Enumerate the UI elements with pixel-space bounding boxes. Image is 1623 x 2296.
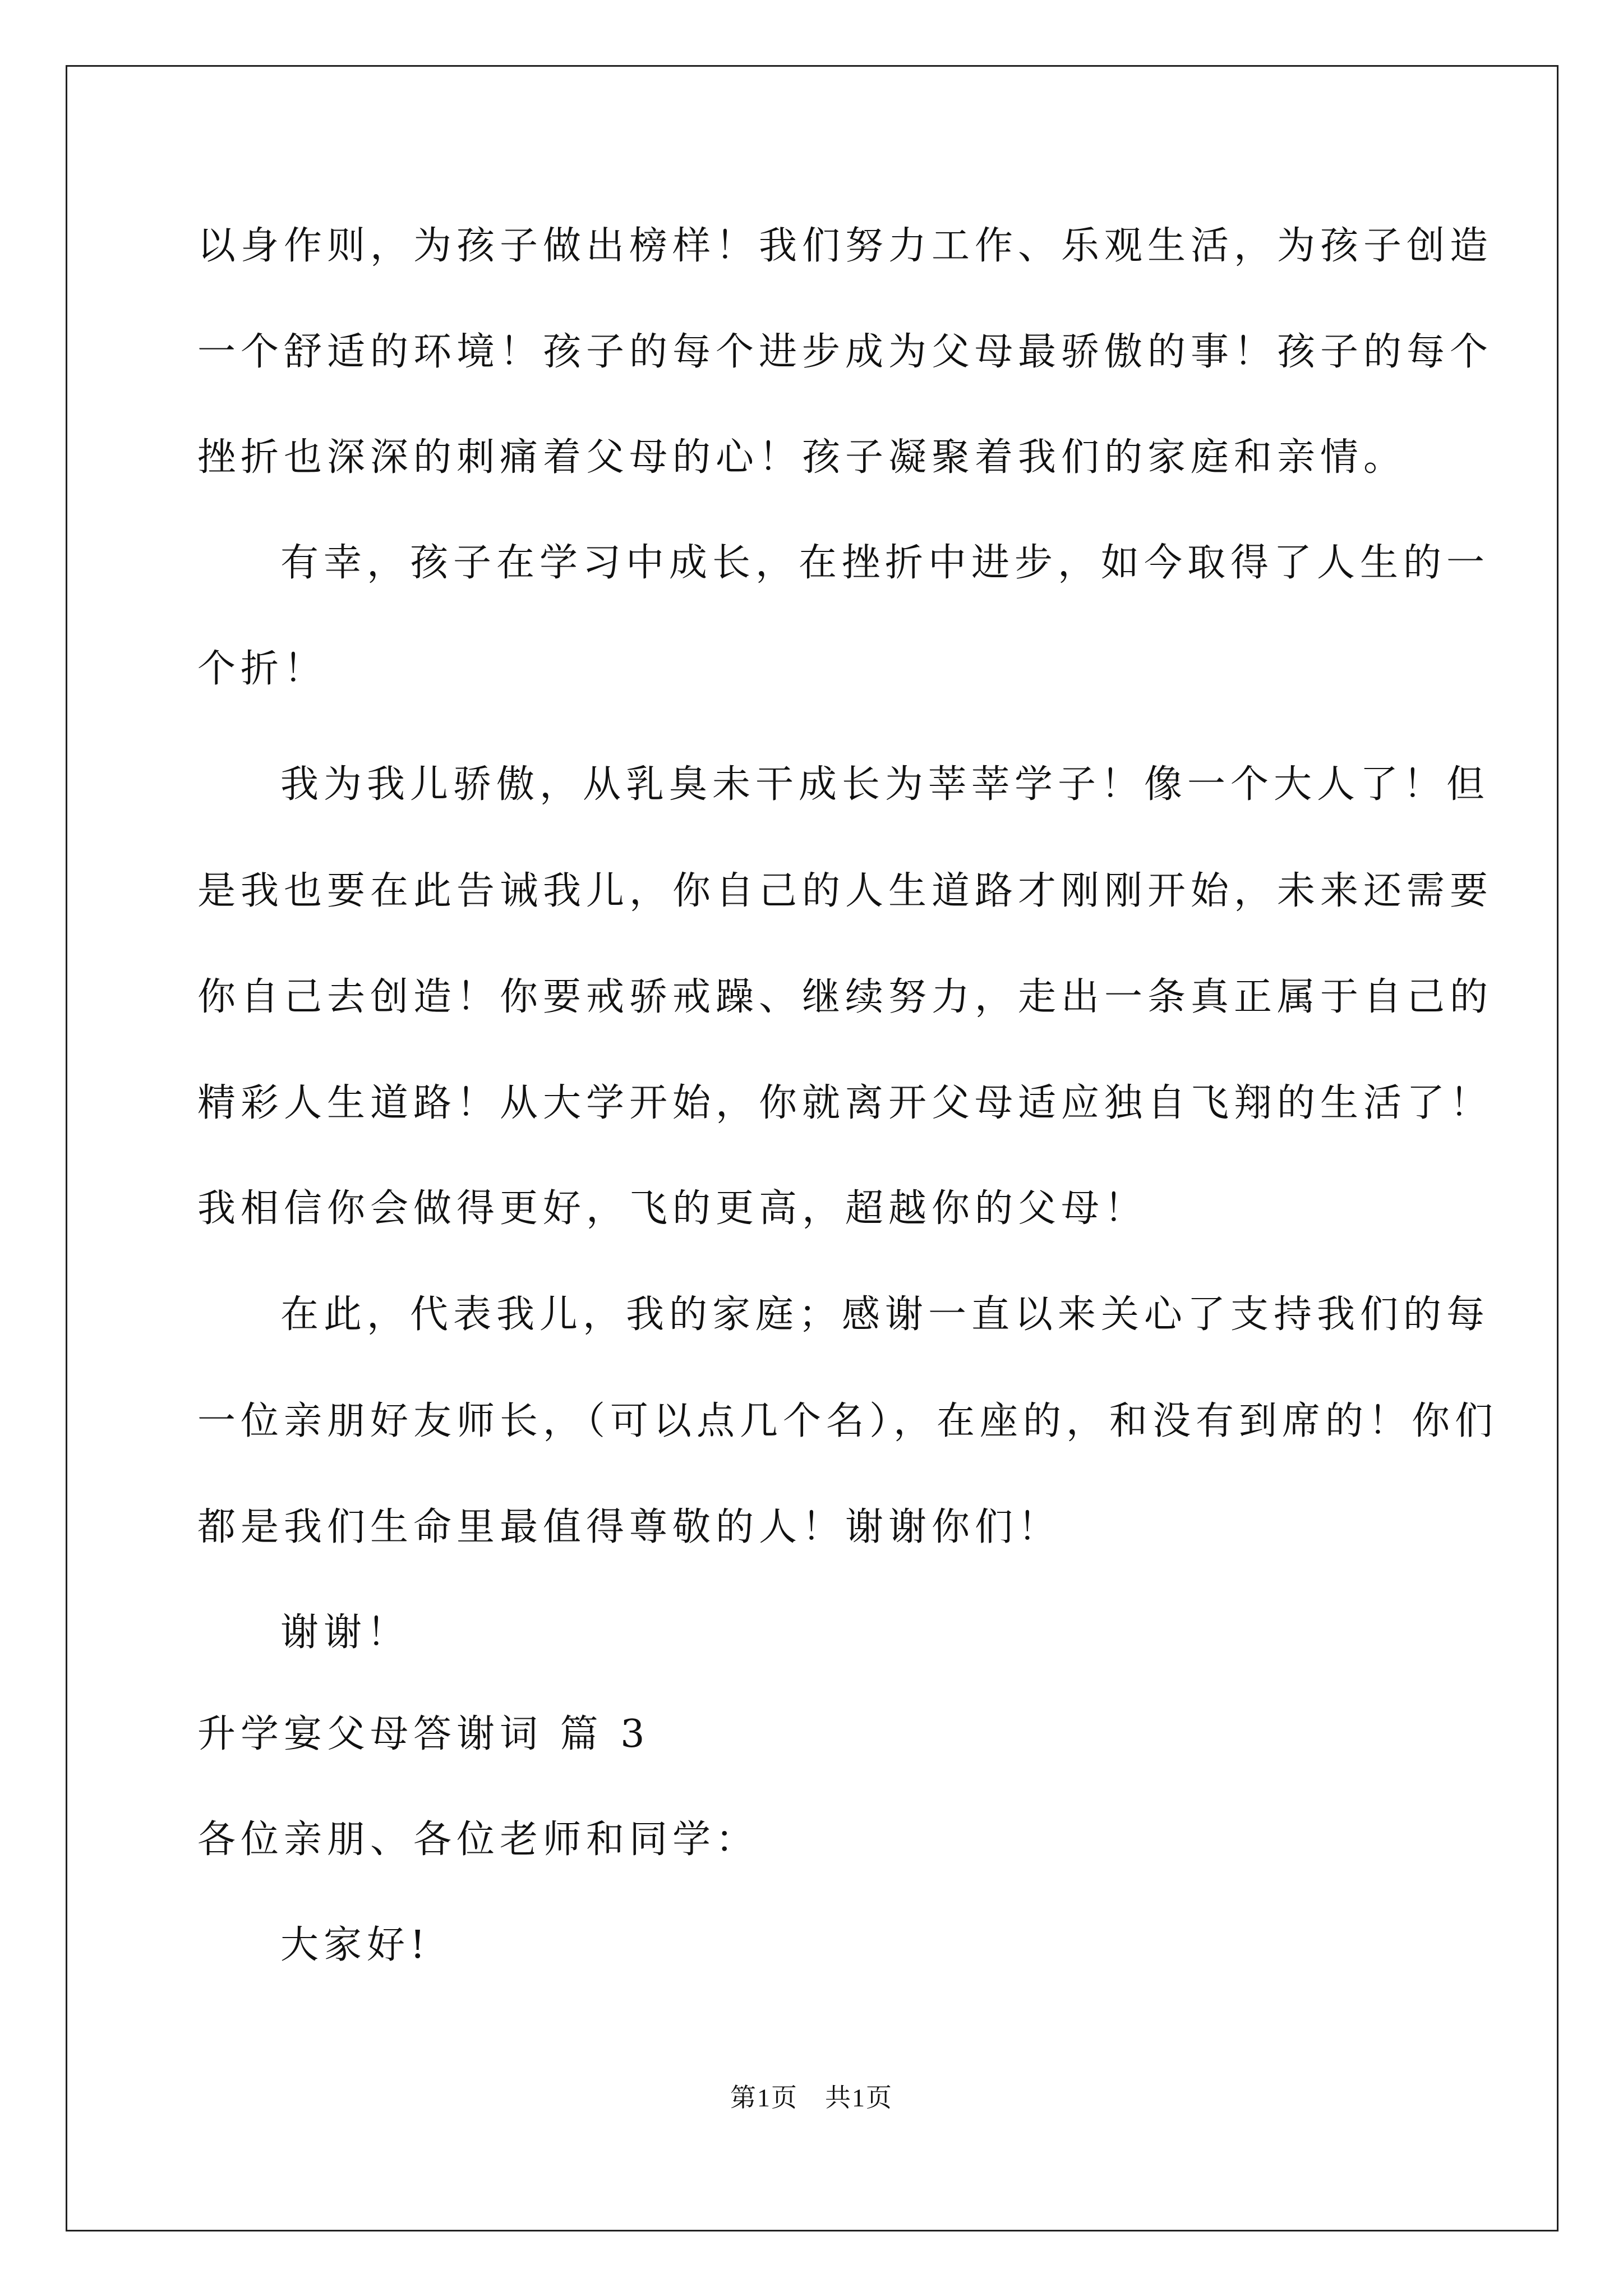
thanks-line: 谢谢！: [280, 1611, 411, 1655]
salutation: 各位亲朋、各位老师和同学：: [197, 1818, 759, 1862]
paragraph-2-line-1: 有幸，孩子在学习中成长，在挫折中进步，如今取得了人生的一: [280, 541, 1490, 585]
paragraph-3-line-1: 我为我儿骄傲，从乳臭未干成长为莘莘学子！像一个大人了！但: [280, 762, 1490, 807]
paragraph-4-line-3: 都是我们生命里最值得尊敬的人！谢谢你们！: [197, 1505, 1062, 1549]
section-heading: 升学宴父母答谢词 篇 3: [197, 1712, 650, 1756]
page-border: [66, 65, 1559, 2231]
paragraph-3-line-2: 是我也要在此告诫我儿，你自己的人生道路才刚刚开始，未来还需要: [197, 869, 1493, 913]
paragraph-1-line-2: 一个舒适的环境！孩子的每个进步成为父母最骄傲的事！孩子的每个: [197, 330, 1493, 374]
greeting: 大家好!: [280, 1923, 431, 1967]
paragraph-2-line-2: 个折！: [197, 647, 328, 691]
paragraph-3-line-3: 你自己去创造！你要戒骄戒躁、继续努力，走出一条真正属于自己的: [197, 975, 1493, 1019]
paragraph-4-line-2: 一位亲朋好友师长，（可以点几个名），在座的，和没有到席的！你们: [197, 1399, 1498, 1443]
paragraph-3-line-4: 精彩人生道路！从大学开始，你就离开父母适应独自飞翔的生活了！: [197, 1081, 1493, 1125]
page-footer: 第1页 共1页: [730, 2083, 893, 2112]
paragraph-3-line-5: 我相信你会做得更好，飞的更高，超越你的父母！: [197, 1186, 1148, 1231]
paragraph-1-line-3: 挫折也深深的刺痛着父母的心！孩子凝聚着我们的家庭和亲情。: [197, 435, 1407, 480]
paragraph-4-line-1: 在此，代表我儿，我的家庭；感谢一直以来关心了支持我们的每: [280, 1292, 1490, 1337]
paragraph-1-line-1: 以身作则，为孩子做出榜样！我们努力工作、乐观生活，为孩子创造: [197, 224, 1493, 268]
